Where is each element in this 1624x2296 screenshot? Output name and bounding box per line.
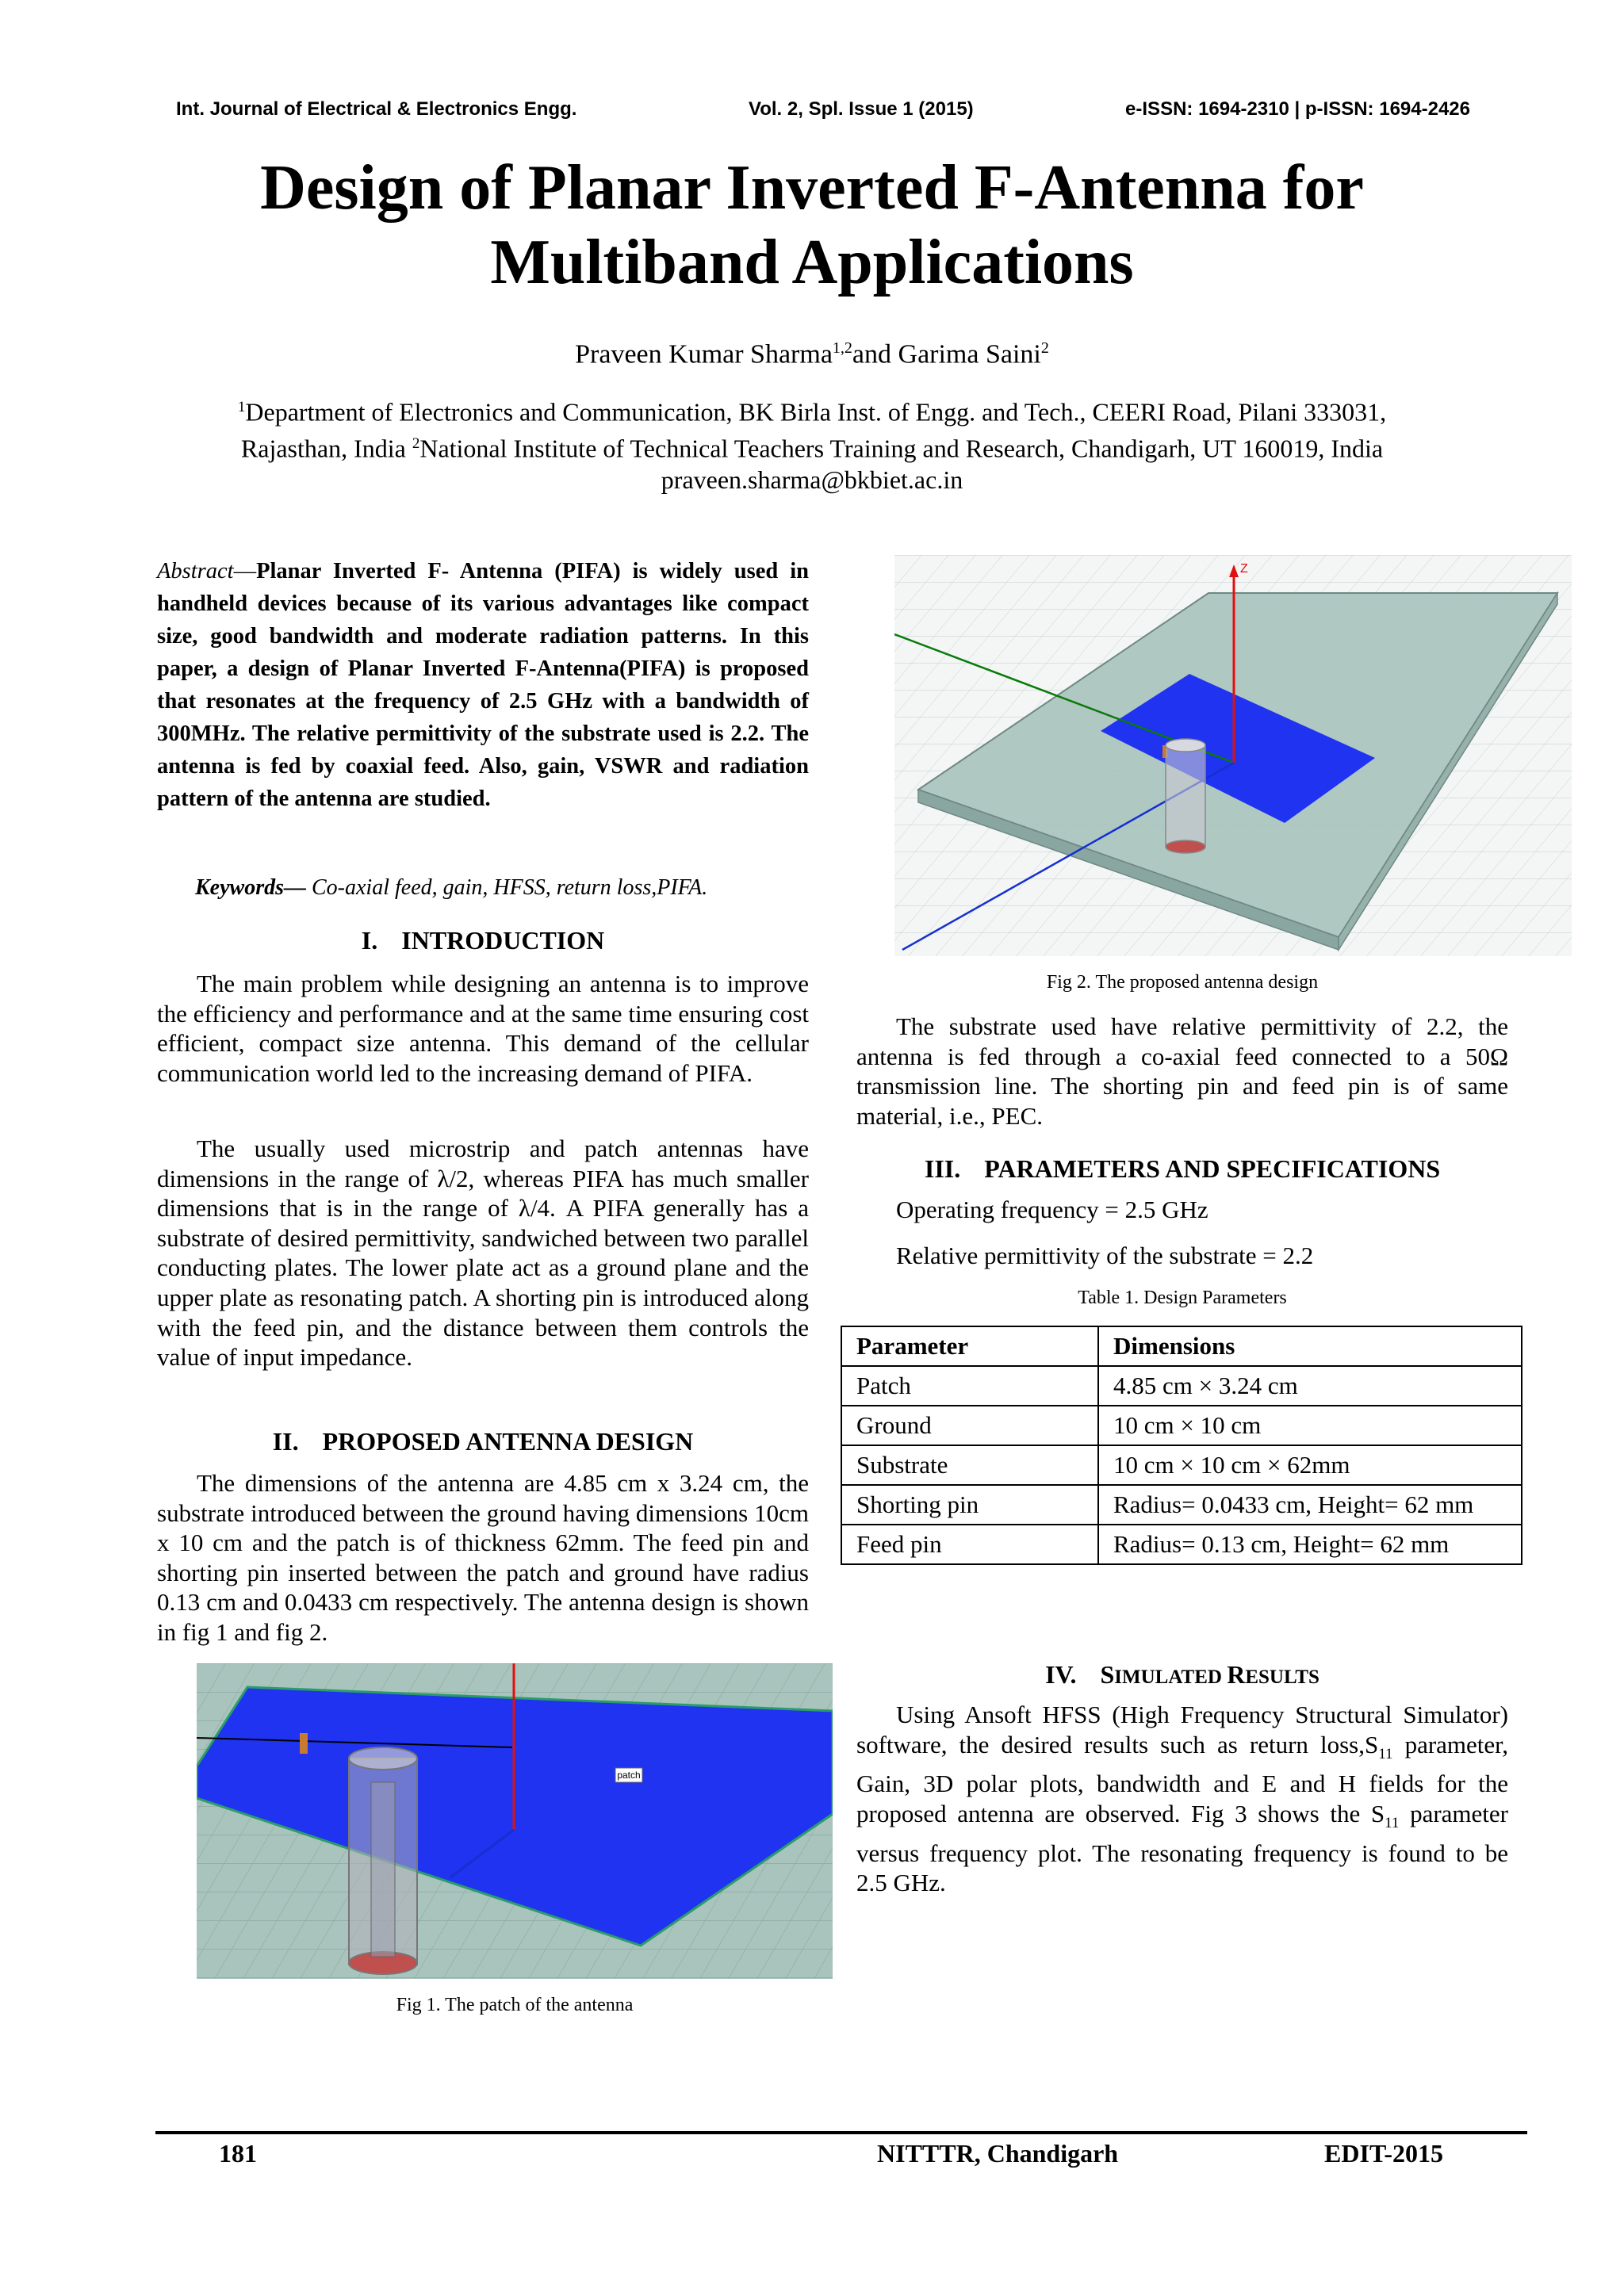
s11-subscript: 11 — [1378, 1745, 1393, 1762]
section-number: III. — [924, 1154, 961, 1183]
section-heading-parameters — [856, 1154, 1508, 1184]
journal-name: Int. Journal of Electrical & Electronics Engg. — [176, 98, 577, 120]
running-head — [176, 98, 1470, 130]
fig2-feed-pin-top — [1166, 739, 1205, 752]
author-2-affil: 2 — [1040, 339, 1049, 357]
table-cell: Feed pin — [841, 1525, 1098, 1564]
keywords — [195, 875, 814, 901]
abstract-label: Abstract — [157, 559, 234, 584]
intro-paragraph-2: The usually used microstrip and patch antennas have dimensions in the range of λ/2, whereas PIFA has much smaller dimensions that is in the range of λ/4. A PIFA generally has a substrate of desired permittivity, sandwiched between two parallel conducting plates. The lower plate act as a ground plane and the upper plate as resonating patch. A shorting pin is introduced along with the feed pin, and the distance between them controls the value of input impedance. — [157, 1135, 809, 1372]
figure-1 — [197, 1663, 833, 1979]
table-cell: 10 cm × 10 cm — [1098, 1406, 1522, 1445]
table-row — [841, 1366, 1522, 1406]
design-parameters-table — [841, 1326, 1522, 1565]
table-row — [841, 1445, 1522, 1485]
section-heading-design — [157, 1427, 809, 1456]
operating-frequency: Operating frequency = 2.5 GHz — [896, 1196, 1208, 1223]
table-row — [841, 1525, 1522, 1564]
section-number: IV. — [1045, 1660, 1077, 1689]
author-2: and Garima Saini — [852, 339, 1041, 369]
section-heading-introduction — [157, 926, 809, 955]
section-heading-results — [856, 1660, 1508, 1689]
keywords-label: Keywords— — [195, 875, 306, 900]
results-title-s: S — [1100, 1660, 1115, 1689]
fig2-axis-z-label: Z — [1240, 562, 1248, 576]
intro-paragraph-1: The main problem while designing an antenna is to improve the efficiency and performance and at the same time ensuring cost efficient, compact size antenna. This demand of the cellular communication world led to the increasing demand of PIFA. — [157, 970, 809, 1087]
section-title: PARAMETERS AND SPECIFICATIONS — [984, 1154, 1441, 1183]
affiliation-line-2 — [159, 428, 1465, 465]
footer-edition: EDIT-2015 — [1324, 2139, 1443, 2168]
results-paragraph-1 — [856, 1700, 1508, 1898]
results-title-r: R — [1227, 1660, 1246, 1689]
title-line-2: Multiband Applications — [490, 228, 1134, 297]
author-1-affil: 1,2 — [832, 339, 852, 357]
affil-text-2a: Rajasthan, India — [240, 434, 412, 463]
table-cell: Radius= 0.0433 cm, Height= 62 mm — [1098, 1485, 1522, 1525]
fig1-feed-pin-top — [349, 1747, 417, 1770]
affil-text-1: Department of Electronics and Communication, BK Birla Inst. of Engg. and Tech., CEERI Road, Pilani 333031, — [245, 397, 1387, 427]
s11-subscript: 11 — [1385, 1815, 1400, 1832]
table-1-caption: Table 1. Design Parameters — [1078, 1288, 1287, 1308]
fig1-patch-label: patch — [617, 1770, 641, 1781]
abstract — [157, 555, 809, 815]
results-text-a: Using Ansoft HFSS (High Frequency Structural Simulator) software, the desired results such as return loss,S — [856, 1701, 1508, 1758]
table-cell: Shorting pin — [841, 1485, 1098, 1525]
results-title-esults: ESULTS — [1245, 1667, 1320, 1688]
results-title-imulated: IMULATED — [1114, 1667, 1228, 1688]
design-paragraph-1: The dimensions of the antenna are 4.85 cm x 3.24 cm, the substrate introduced between the ground having dimensions 10cm x 10 cm and the patch is of thickness 62mm. The feed pin and shorting pin inserted between the patch and ground have radius 0.13 cm and 0.0433 cm respectively. The antenna design is shown in fig 1 and fig 2. — [157, 1469, 809, 1646]
affiliation-line-1 — [159, 392, 1465, 428]
section-title: INTRODUCTION — [401, 926, 605, 955]
results-text-b: parameter, Gain, 3D polar plots, bandwidth and E and H fields for the proposed antenna are observed. Fig 3 shows the S — [856, 1730, 1509, 1827]
author-1: Praveen Kumar Sharma — [575, 339, 833, 369]
section-number: I. — [361, 926, 378, 955]
title-line-1: Design of Planar Inverted F-Antenna for — [260, 153, 1364, 223]
affil-text-2b: National Institute of Technical Teachers Training and Research, Chandigarh, UT 160019, India — [419, 434, 1384, 463]
issn-info: e-ISSN: 1694-2310 | p-ISSN: 1694-2426 — [1125, 98, 1470, 120]
relative-permittivity: Relative permittivity of the substrate = 2.2 — [896, 1242, 1314, 1269]
fig2-feed-pin-base — [1166, 840, 1205, 853]
figure-1-caption: Fig 1. The patch of the antenna — [396, 1995, 634, 2015]
page-number: 181 — [219, 2139, 257, 2168]
affiliations — [159, 392, 1465, 496]
fig1-shorting-pin — [300, 1733, 308, 1754]
figure-2-render — [894, 555, 1572, 956]
section-title: PROPOSED ANTENNA DESIGN — [322, 1427, 694, 1456]
table-cell: Radius= 0.13 cm, Height= 62 mm — [1098, 1525, 1522, 1564]
figure-2 — [894, 555, 1572, 956]
results-text-c: parameter versus frequency plot. The resonating frequency is found to be 2.5 GHz. — [856, 1799, 1508, 1897]
affil-sup-1: 1 — [237, 399, 246, 415]
fig1-inner-conductor — [371, 1782, 395, 1957]
table-cell: 10 cm × 10 cm × 62mm — [1098, 1445, 1522, 1485]
table-cell: Ground — [841, 1406, 1098, 1445]
table-header-row — [841, 1326, 1522, 1366]
table-cell: 4.85 cm × 3.24 cm — [1098, 1366, 1522, 1406]
fig2-feed-pin — [1166, 745, 1205, 847]
paper-title — [159, 151, 1465, 300]
keywords-text: Co-axial feed, gain, HFSS, return loss,PIFA. — [306, 875, 708, 900]
abstract-text: Planar Inverted F- Antenna (PIFA) is widely used in handheld devices because of its various advantages like compact size, good bandwidth and moderate radiation patterns. In this paper, a design of Planar Inverted F-Antenna(PIFA) is proposed that resonates at the frequency of 2.5 GHz with a bandwidth of 300MHz. The relative permittivity of the substrate used is 2.2. The antenna is fed by coaxial feed. Also, gain, VSWR and radiation pattern of the antenna are studied. — [157, 559, 809, 811]
abstract-dash: — — [233, 559, 257, 584]
author-email: praveen.sharma@bkbiet.ac.in — [661, 465, 963, 495]
footer-rule — [155, 2131, 1527, 2134]
author-line — [159, 339, 1465, 369]
affil-sup-2: 2 — [412, 434, 420, 452]
table-header-parameter: Parameter — [841, 1326, 1098, 1366]
section-number: II. — [272, 1427, 299, 1456]
table-cell: Patch — [841, 1366, 1098, 1406]
figure-1-render — [197, 1663, 833, 1979]
table-header-dimensions: Dimensions — [1098, 1326, 1522, 1366]
table-cell: Substrate — [841, 1445, 1098, 1485]
table-row — [841, 1485, 1522, 1525]
footer-institute: NITTTR, Chandigarh — [877, 2139, 1119, 2168]
figure-2-caption: Fig 2. The proposed antenna design — [1046, 972, 1319, 993]
fig2-paragraph: The substrate used have relative permittivity of 2.2, the antenna is fed through a co-axial feed connected to a 50Ω transmission line. The shorting pin and feed pin is of same material, i.e., PEC. — [856, 1012, 1508, 1130]
table-row — [841, 1406, 1522, 1445]
volume-info: Vol. 2, Spl. Issue 1 (2015) — [749, 98, 974, 120]
